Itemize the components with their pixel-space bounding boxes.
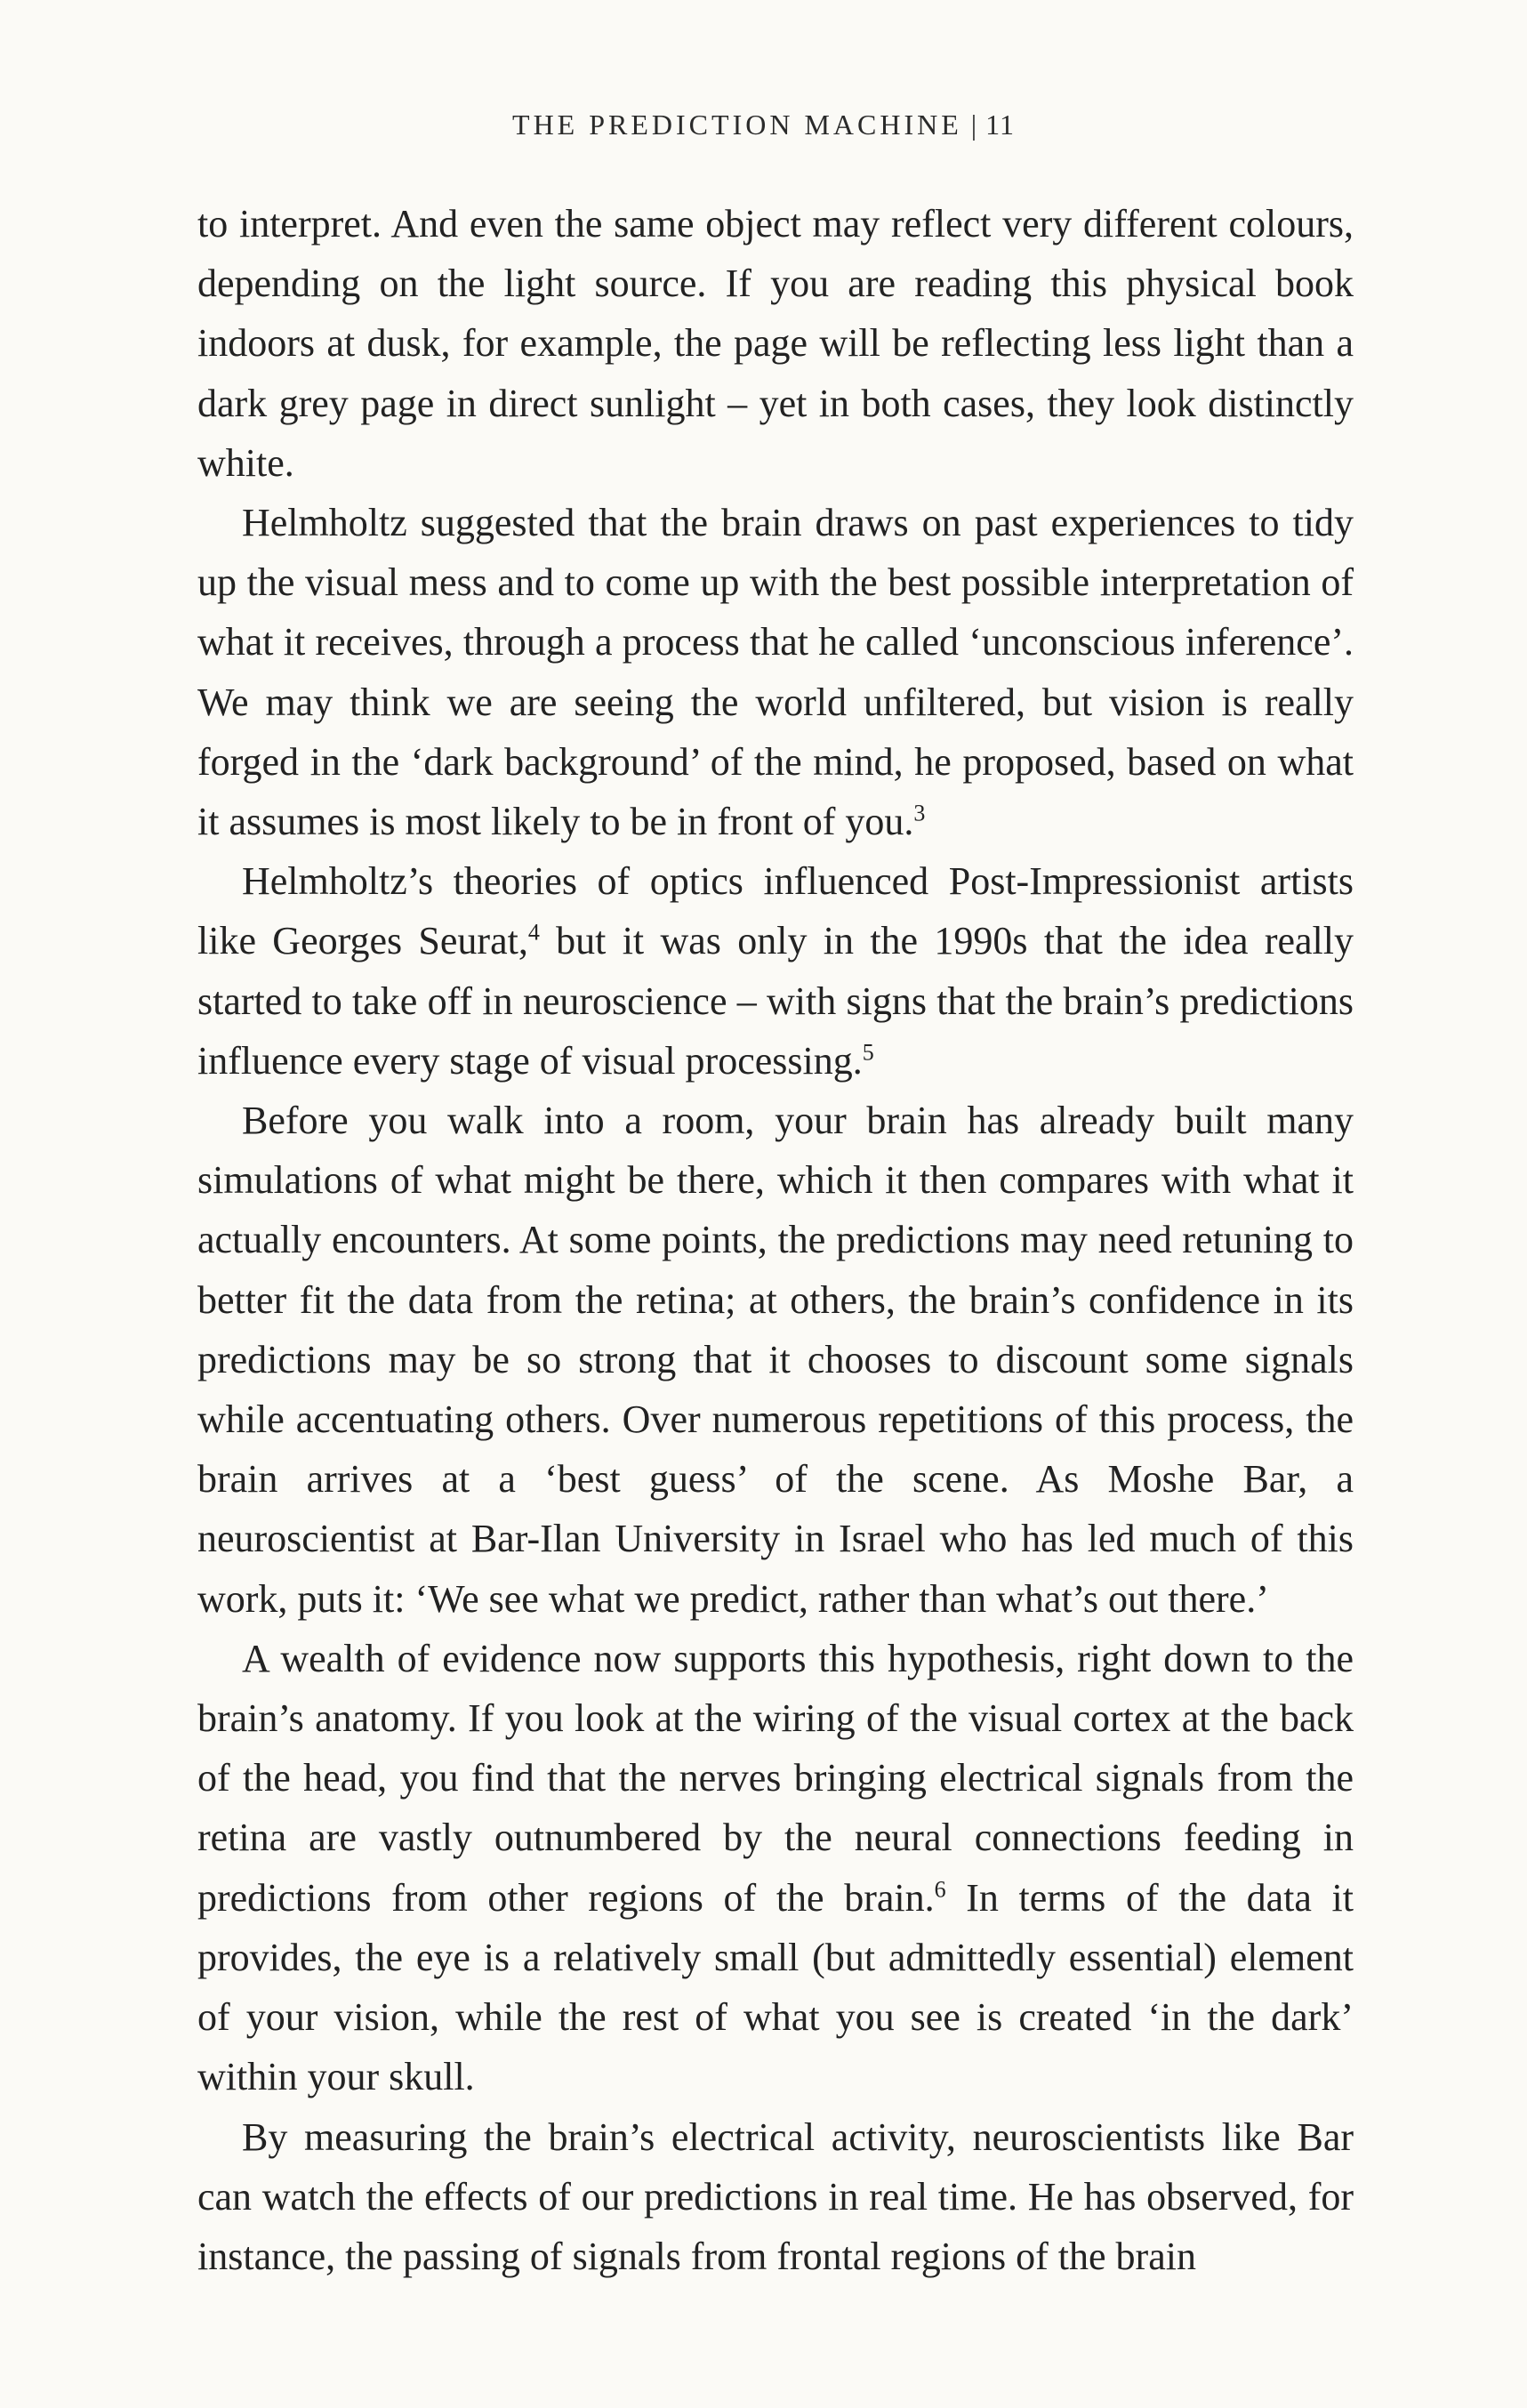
running-head bbox=[0, 109, 1527, 141]
paragraph-2 bbox=[197, 493, 1354, 851]
paragraph-4-text: Before you walk into a room, your brain has already built many simulations of what might be there, which it then compares with what it actually encounters. At some points, the predictions may need retuning to better fit the data from the retina; at others, the brain’s confidence in its predictions may be so strong that it chooses to discount some signals while accentuating others. Over numerous repetitions of this process, the brain arrives at a ‘best guess’ of the scene. As Moshe Bar, a neuroscientist at Bar-Ilan University in Israel who has led much of this work, puts it: ‘We see what we predict, rather than what’s out there.’ bbox=[197, 1099, 1354, 1621]
footnote-ref-3: 3 bbox=[913, 800, 926, 826]
paragraph-3-text-a: Helmholtz’s theories of optics influenced Post-Impressionist artists like Georges Seurat, bbox=[197, 859, 1354, 963]
footnote-ref-5: 5 bbox=[862, 1039, 874, 1066]
paragraph-6 bbox=[197, 2107, 1354, 2287]
paragraph-1-text: to interpret. And even the same object may reflect very different colours, depending on the light source. If you are reading this physical book indoors at dusk, for example, the page will be reflecting less light than a dark grey page in direct sunlight – yet in both cases, they look distinctly white. bbox=[197, 202, 1354, 485]
header-separator: | bbox=[970, 109, 977, 141]
running-title: THE PREDICTION MACHINE bbox=[512, 109, 962, 141]
paragraph-3 bbox=[197, 851, 1354, 1091]
body-text bbox=[197, 194, 1354, 2286]
paragraph-6-text: By measuring the brain’s electrical activity, neuroscientists like Bar can watch the effects of our predictions in real time. He has observed, for instance, the passing of signals from frontal regions of the brain bbox=[197, 2114, 1354, 2278]
paragraph-3-text-b: but it was only in the 1990s that the idea really started to take off in neuroscience – with signs that the brain’s predictions influence every stage of visual processing. bbox=[197, 919, 1354, 1083]
page-number: 11 bbox=[985, 109, 1015, 141]
paragraph-1 bbox=[197, 194, 1354, 493]
paragraph-2-text: Helmholtz suggested that the brain draws on past experiences to tidy up the visual mess and to come up with the best possible interpretation of what it receives, through a process that he called ‘unconscious inference’. We may think we are seeing the world unfiltered, but vision is really forged in the ‘dark background’ of the mind, he proposed, based on what it assumes is most likely to be in front of you. bbox=[197, 501, 1354, 844]
paragraph-5 bbox=[197, 1629, 1354, 2107]
paragraph-4 bbox=[197, 1091, 1354, 1629]
footnote-ref-4: 4 bbox=[527, 919, 540, 946]
footnote-ref-6: 6 bbox=[934, 1876, 946, 1903]
paragraph-5-text-b: In terms of the data it provides, the eye is a relatively small (but admittedly essential) element of your vision, while the rest of what you see is created ‘in the dark’ within your skull. bbox=[197, 1875, 1354, 2099]
paragraph-5-text-a: A wealth of evidence now supports this hypothesis, right down to the brain’s anatomy. If you look at the wiring of the visual cortex at the back of the head, you find that the nerves bringing electrical signals from the retina are vastly outnumbered by the neural connections feeding in predictions from other regions of the brain. bbox=[197, 1636, 1354, 1920]
